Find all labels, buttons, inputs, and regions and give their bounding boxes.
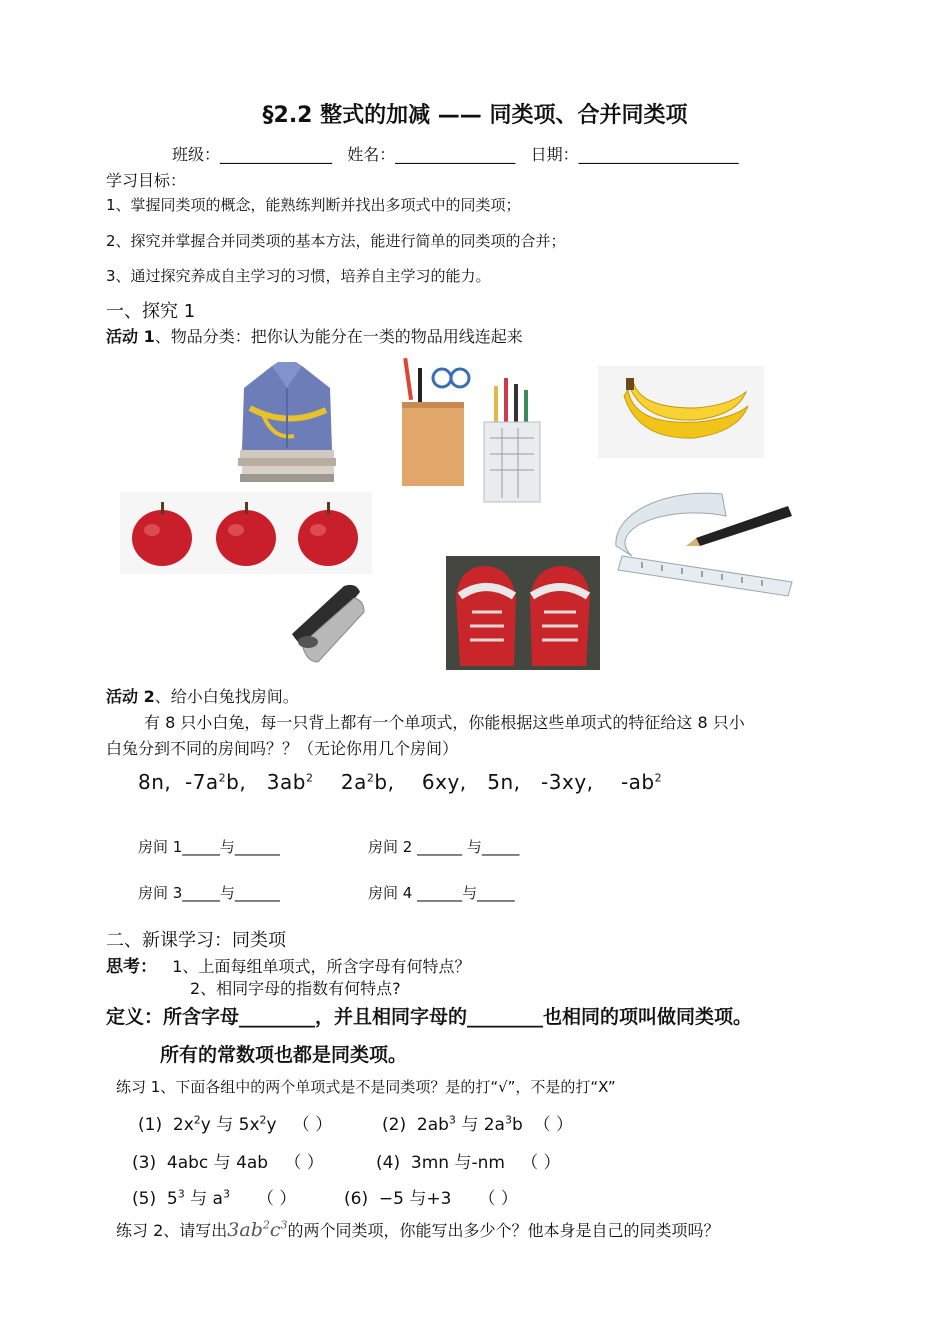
activity2-label: 活动 2 bbox=[106, 687, 155, 706]
student-info-line bbox=[172, 142, 739, 165]
room-3[interactable]: 房间 3_____与______ bbox=[138, 884, 280, 902]
activity2-text: 、给小白兔找房间。 bbox=[154, 687, 299, 706]
think-q1: 1、上面每组单项式，所含字母有何特点？ bbox=[172, 957, 471, 976]
room-4[interactable]: 房间 4 ______与_____ bbox=[368, 884, 515, 902]
class-blank[interactable]: ______________ bbox=[220, 145, 333, 164]
exercise1-item-3: (3) 4abc 与 4ab （ ） bbox=[132, 1153, 324, 1173]
activity2-desc-line1: 有 8 只小白兔，每一只背上都有一个单项式，你能根据这些单项式的特征给这 8 只小 bbox=[144, 713, 745, 732]
page-title: §2.2 整式的加减 —— 同类项、合并同类项 bbox=[262, 103, 688, 128]
monomial-list: 8n, $-7a^2b$, $3ab^2$ $2a^2b$, 6xy, 5n, -3xy, $-ab^2$ bbox=[138, 770, 663, 794]
activity2-line bbox=[106, 684, 299, 707]
definition-blank-1[interactable]: ________ bbox=[239, 1006, 316, 1028]
name-label: 姓名： bbox=[347, 145, 396, 164]
section2-heading: 二、新课学习：同类项 bbox=[106, 930, 286, 951]
exercise1-item-4: (4) 3mn 与-nm （ ） bbox=[376, 1153, 561, 1173]
pencil-holders-image[interactable] bbox=[398, 358, 546, 506]
think-line1 bbox=[106, 952, 470, 977]
objective-1: 1、掌握同类项的概念，能熟练判断并找出多项式中的同类项； bbox=[106, 196, 521, 214]
exercise1-item-2: (2) $2ab^3$ 与 $2a^3b$ （ ） bbox=[382, 1113, 573, 1135]
exercise1-item-5: (5) $5^3$ 与 $a^3$ （ ） bbox=[132, 1187, 297, 1209]
term-3ab2c3: $3ab^2c^3$ bbox=[227, 1218, 288, 1241]
exercise1-item-1: (1) $2x^2y$ 与 $5x^2y$ （ ） bbox=[138, 1113, 333, 1135]
protractor-image[interactable] bbox=[612, 486, 794, 598]
objectives-heading: 学习目标： bbox=[106, 171, 187, 190]
objective-3: 3、通过探究养成自主学习的习惯，培养自主学习的能力。 bbox=[106, 267, 491, 285]
think-q2: 2、相同字母的指数有何特点? bbox=[190, 979, 401, 998]
answer-box-1[interactable]: （ ） bbox=[292, 1115, 333, 1135]
date-blank[interactable]: ____________________ bbox=[578, 145, 739, 164]
think-label: 思考： bbox=[106, 957, 157, 977]
definition-blank-2[interactable]: ________ bbox=[467, 1006, 544, 1028]
activity2-desc-line2: 白兔分到不同的房间吗？？（无论你用几个房间） bbox=[106, 739, 459, 758]
activity1-line bbox=[106, 324, 523, 347]
answer-box-4[interactable]: （ ） bbox=[521, 1153, 561, 1173]
answer-box-6[interactable]: （ ） bbox=[478, 1189, 518, 1209]
answer-box-3[interactable]: （ ） bbox=[284, 1153, 324, 1173]
shirt-image[interactable] bbox=[232, 358, 342, 486]
exercise2-line: 练习 2、请写出$3ab^2c^3$的两个同类项，你能写出多少个？他本身是自己的同类项吗？ bbox=[116, 1218, 720, 1241]
exercise1-item-6: (6) −5 与+3 （ ） bbox=[344, 1189, 518, 1209]
activity1-text: 、物品分类：把你认为能分在一类的物品用线连起来 bbox=[154, 327, 523, 346]
date-label: 日期： bbox=[530, 145, 579, 164]
section1-heading: 一、探究 1 bbox=[106, 301, 196, 322]
apples-image[interactable] bbox=[120, 492, 372, 574]
exercise1-prompt: 练习 1、下面各组中的两个单项式是不是同类项？是的打“√”，不是的打“X” bbox=[116, 1078, 616, 1096]
name-blank[interactable]: _______________ bbox=[395, 145, 516, 164]
class-label: 班级： bbox=[172, 145, 221, 164]
answer-box-2[interactable]: （ ） bbox=[533, 1115, 573, 1135]
definition-line2: 所有的常数项也都是同类项。 bbox=[160, 1044, 408, 1066]
answer-box-5[interactable]: （ ） bbox=[256, 1189, 297, 1209]
definition-line1: 定义：所含字母________，并且相同字母的________也相同的项叫做同类项。 bbox=[106, 1006, 753, 1028]
activity1-label: 活动 1 bbox=[106, 327, 155, 346]
sneakers-image[interactable] bbox=[446, 556, 600, 670]
bananas-image[interactable] bbox=[598, 366, 764, 458]
room-1[interactable]: 房间 1_____与______ bbox=[138, 838, 280, 856]
room-2[interactable]: 房间 2 ______ 与_____ bbox=[368, 838, 520, 856]
objective-2: 2、探究并掌握合并同类项的基本方法，能进行简单的同类项的合并； bbox=[106, 232, 566, 250]
stapler-image[interactable] bbox=[284, 578, 370, 668]
